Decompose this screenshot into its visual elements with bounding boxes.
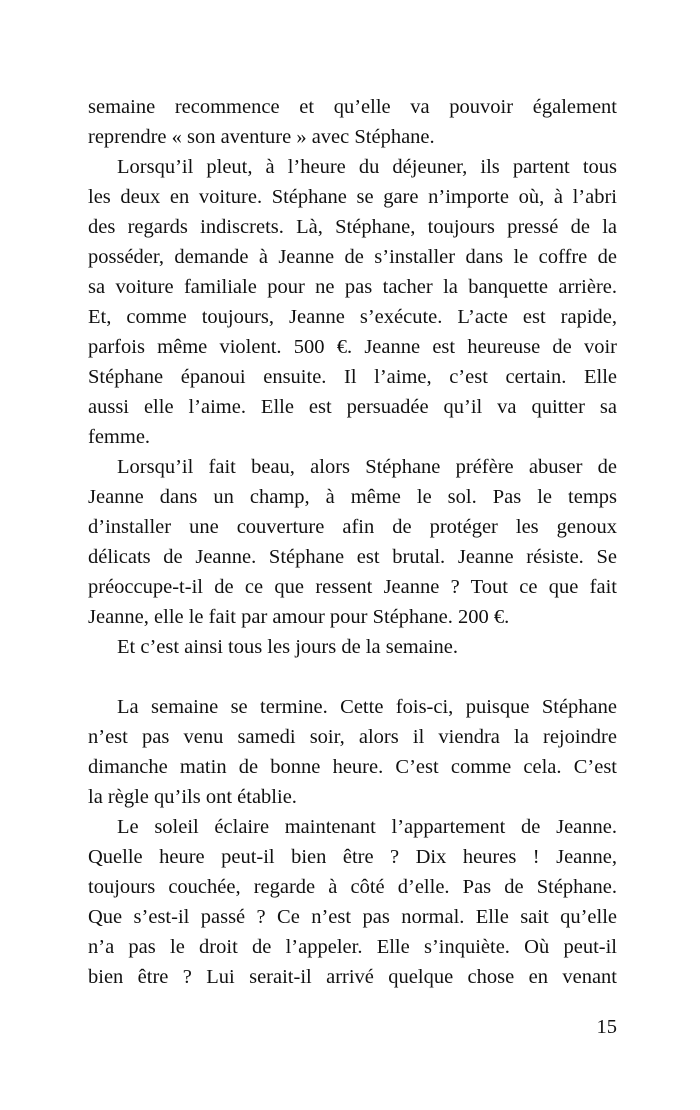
text-line: Et, comme toujours, Jeanne s’exécute. L’acte est rapide, xyxy=(88,306,617,328)
text-line: femme. xyxy=(88,426,151,448)
text-line: semaine recommence et qu’elle va pouvoir également xyxy=(88,96,617,118)
text-line: Jeanne, elle le fait par amour pour Stéphane. 200 €. xyxy=(88,606,510,628)
text-line: reprendre « son aventure » avec Stéphane. xyxy=(88,126,435,148)
paragraph xyxy=(88,692,617,812)
text-line: Que s’est-il passé ? Ce n’est pas normal. Elle sait qu’elle xyxy=(88,906,617,928)
text-line: Stéphane épanoui ensuite. Il l’aime, c’est certain. Elle xyxy=(88,366,617,388)
text-line: Lorsqu’il pleut, à l’heure du déjeuner, ils partent tous xyxy=(117,156,617,178)
text-line: préoccupe-t-il de ce que ressent Jeanne ? Tout ce que fait xyxy=(88,576,617,598)
text-line: n’a pas le droit de l’appeler. Elle s’inquiète. Où peut-il xyxy=(88,936,617,958)
text-line: La semaine se termine. Cette fois-ci, puisque Stéphane xyxy=(117,696,617,718)
text-line: Lorsqu’il fait beau, alors Stéphane préfère abuser de xyxy=(117,456,617,478)
text-line: Et c’est ainsi tous les jours de la semaine. xyxy=(117,636,459,658)
text-line: sa voiture familiale pour ne pas tacher la banquette arrière. xyxy=(88,276,617,298)
paragraph xyxy=(88,812,617,992)
text-line: toujours couchée, regarde à côté d’elle. Pas de Stéphane. xyxy=(88,876,617,898)
text-line: les deux en voiture. Stéphane se gare n’importe où, à l’abri xyxy=(88,186,617,208)
text-line: délicats de Jeanne. Stéphane est brutal. Jeanne résiste. Se xyxy=(88,546,617,568)
paragraph xyxy=(88,92,617,152)
text-line: d’installer une couverture afin de protéger les genoux xyxy=(88,516,617,538)
paragraph xyxy=(88,632,617,662)
text-line: Jeanne dans un champ, à même le sol. Pas le temps xyxy=(88,486,617,508)
paragraph xyxy=(88,452,617,632)
text-line: des regards indiscrets. Là, Stéphane, toujours pressé de la xyxy=(88,216,617,238)
paragraph xyxy=(88,152,617,452)
text-line: la règle qu’ils ont établie. xyxy=(88,786,297,808)
text-line: n’est pas venu samedi soir, alors il viendra la rejoindre xyxy=(88,726,617,748)
page-number: 15 xyxy=(596,1016,617,1038)
text-line: aussi elle l’aime. Elle est persuadée qu’il va quitter sa xyxy=(88,396,617,418)
text-line: Quelle heure peut-il bien être ? Dix heures ! Jeanne, xyxy=(88,846,617,868)
text-line: posséder, demande à Jeanne de s’installer dans le coffre de xyxy=(88,246,617,268)
text-line: bien être ? Lui serait-il arrivé quelque chose en venant xyxy=(88,966,617,988)
text-line: parfois même violent. 500 €. Jeanne est heureuse de voir xyxy=(88,336,617,358)
text-line: dimanche matin de bonne heure. C’est comme cela. C’est xyxy=(88,756,617,778)
section-break xyxy=(88,662,617,692)
text-line: Le soleil éclaire maintenant l’appartement de Jeanne. xyxy=(117,816,617,838)
page-body-text xyxy=(88,92,617,992)
